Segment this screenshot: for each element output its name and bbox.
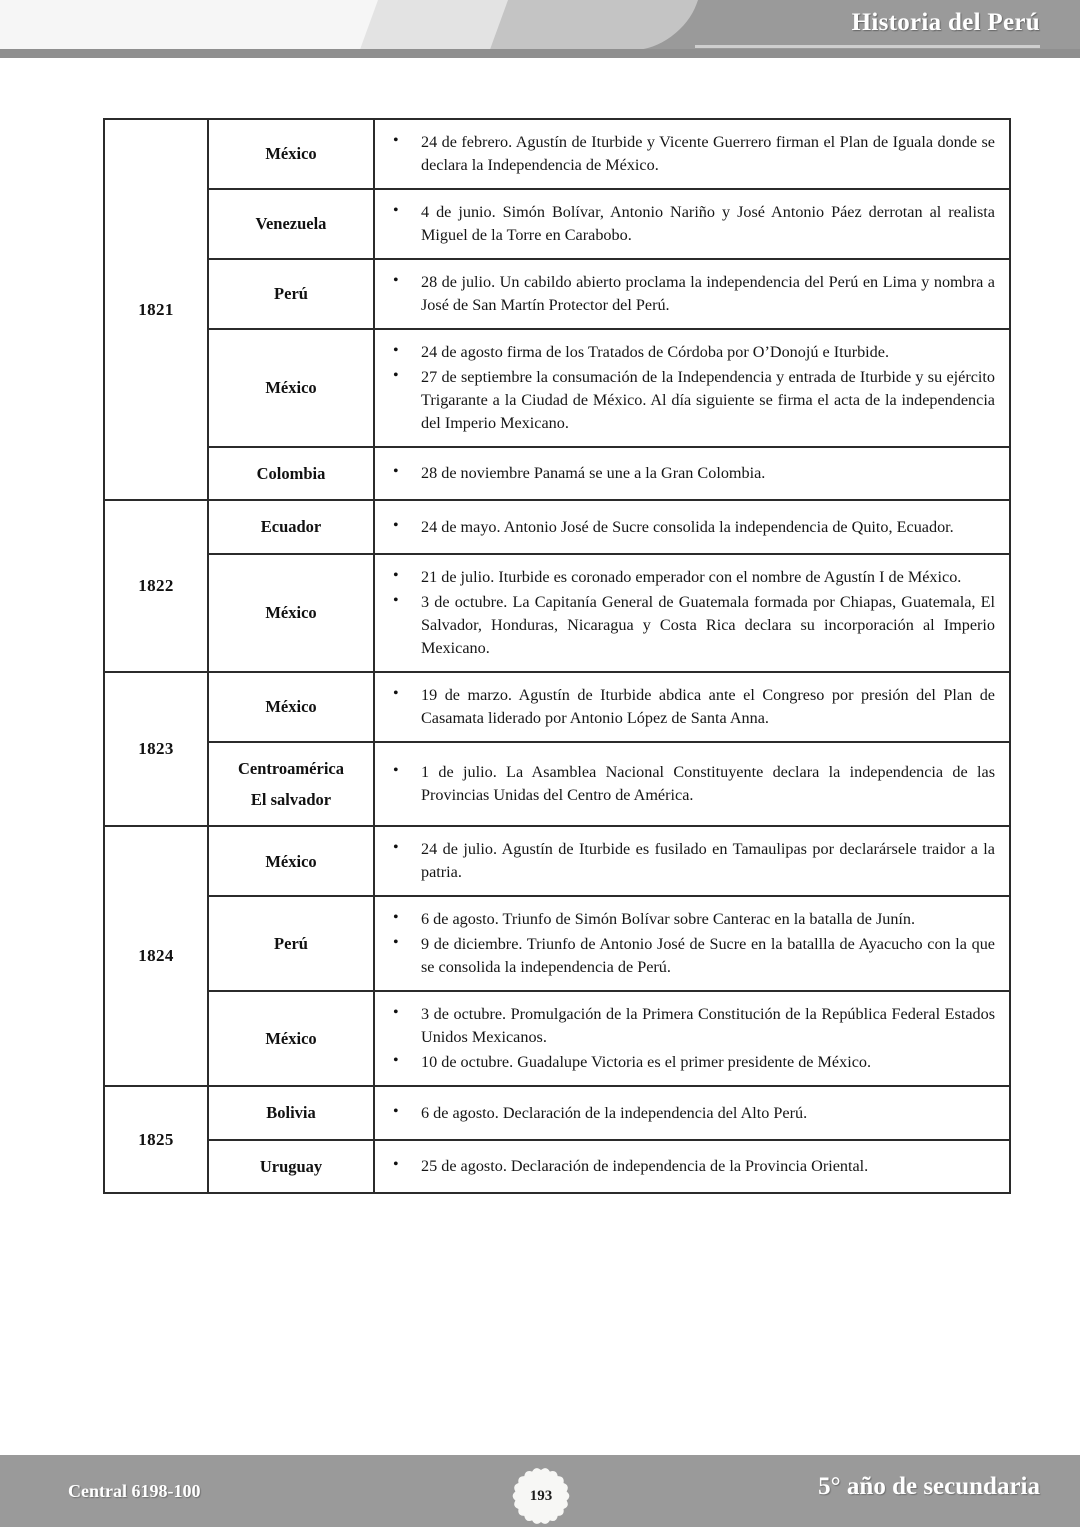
event-text: 24 de febrero. Agustín de Iturbide y Vicente Guerrero firman el Plan de Iguala donde se declara la Independencia de México. [421,133,995,174]
event-list-item [385,366,995,435]
event-list [385,838,995,884]
country-label: Uruguay [259,1156,323,1176]
year-cell: 1824 [104,826,208,1086]
event-list-item [385,1155,995,1178]
events-cell [374,119,1010,189]
header-underline-rule [695,45,1040,48]
independence-timeline-table [103,118,1011,1194]
bullet-icon: • [393,934,399,952]
country-label: México [265,1029,317,1049]
event-list-item [385,1003,995,1049]
bullet-icon: • [393,202,399,219]
event-list [385,566,995,660]
year-cell: 1821 [104,119,208,500]
country-cell [208,672,374,742]
event-text: 6 de agosto. Declaración de la independencia del Alto Perú. [421,1103,808,1122]
event-list [385,1003,995,1074]
event-list-item [385,761,995,807]
event-text: 27 de septiembre la consumación de la Independencia y entrada de Iturbide y su ejército Trigarante a la Ciudad de México. Al día siguiente se firma el acta de la independencia del Imperio Mexicano. [421,368,995,432]
event-list [385,761,995,807]
table-row [104,896,1010,991]
bullet-icon: • [393,516,399,534]
event-list-item [385,516,995,539]
event-list-item [385,1102,995,1125]
country-cell [208,500,374,553]
event-text: 19 de marzo. Agustín de Iturbide abdica ante el Congreso por presión del Plan de Casamata liderado por Antonio López de Santa Anna. [421,685,995,727]
event-list [385,131,995,177]
events-cell [374,1140,1010,1193]
country-label: México [265,851,317,871]
bullet-icon: • [393,839,399,857]
table-row [104,189,1010,259]
event-list-item [385,838,995,884]
event-text: 24 de agosto firma de los Tratados de Córdoba por O’Donojú e Iturbide. [421,343,890,361]
event-list [385,908,995,979]
country-label: México [265,378,317,398]
events-cell [374,554,1010,672]
event-list-item [385,908,995,931]
country-cell [208,896,374,991]
event-text: 10 de octubre. Guadalupe Victoria es el primer presidente de México. [421,1053,872,1072]
bullet-icon: • [393,1004,399,1022]
event-text: 25 de agosto. Declaración de independencia de la Provincia Oriental. [421,1156,869,1175]
event-text: 28 de julio. Un cabildo abierto proclama la independencia del Perú en Lima y nombra a José de San Martín Protector del Perú. [421,273,995,314]
table-row [104,259,1010,329]
bullet-icon: • [393,342,399,359]
country-cell [208,1086,374,1139]
country-label: Colombia [256,464,326,483]
events-cell [374,447,1010,500]
bullet-icon: • [393,1155,399,1173]
table-row [104,742,1010,827]
bullet-icon: • [393,566,399,584]
country-cell [208,554,374,672]
country-label: México [265,144,317,164]
event-list [385,516,995,539]
event-list [385,271,995,317]
bullet-icon: • [393,1102,399,1120]
event-text: 1 de julio. La Asamblea Nacional Constituyente declara la independencia de las Provincias Unidas del Centro de América. [421,763,995,805]
events-cell [374,672,1010,742]
table-row [104,329,1010,447]
page-footer [0,1455,1080,1527]
country-cell [208,991,374,1086]
events-cell [374,189,1010,259]
year-cell: 1823 [104,672,208,827]
table-row [104,447,1010,500]
bullet-icon: • [393,132,399,149]
table-row [104,1086,1010,1139]
event-list-item [385,341,995,364]
country-cell [208,329,374,447]
footer-grade-text: 5° año de secundaria [818,1473,1040,1500]
table-row [104,119,1010,189]
bullet-icon: • [393,591,399,609]
country-label: Centroamérica [238,758,344,778]
country-cell [208,447,374,500]
bullet-icon: • [393,463,399,481]
events-cell [374,826,1010,896]
table-row [104,554,1010,672]
event-text: 9 de diciembre. Triunfo de Antonio José de Sucre en la batallla de Ayacucho con la que se consolida la independencia de Perú. [421,935,995,977]
event-list-item [385,271,995,317]
event-text: 6 de agosto. Triunfo de Simón Bolívar sobre Canterac en la batalla de Junín. [421,910,916,929]
bullet-icon: • [393,909,399,927]
event-list [385,1102,995,1125]
event-list-item [385,1051,995,1074]
events-cell [374,991,1010,1086]
country-cell [208,1140,374,1193]
event-text: 21 de julio. Iturbide es coronado emperador con el nombre de Agustín I de México. [421,567,962,586]
country-label: México [265,697,317,717]
events-cell [374,259,1010,329]
bullet-icon: • [393,272,399,289]
events-cell [374,742,1010,827]
page-header [0,0,1080,58]
event-list [385,684,995,730]
country-cell [208,119,374,189]
country-cell [208,189,374,259]
events-cell [374,500,1010,553]
event-text: 3 de octubre. Promulgación de la Primera Constitución de la República Federal Estados Unidos Mexicanos. [421,1005,995,1047]
event-text: 24 de mayo. Antonio José de Sucre consolida la independencia de Quito, Ecuador. [421,517,954,536]
country-label: El salvador [250,790,332,810]
bullet-icon: • [393,367,399,384]
event-list-item [385,566,995,589]
country-label: México [265,603,317,623]
country-label: Ecuador [260,517,322,537]
event-list-item [385,201,995,247]
bullet-icon: • [393,1052,399,1070]
event-text: 3 de octubre. La Capitanía General de Guatemala formada por Chiapas, Guatemala, El Salvador, Honduras, Nicaragua y Costa Rica declara su incorporación al Imperio Mexicano. [421,592,995,657]
event-list-item [385,684,995,730]
country-label: Venezuela [255,214,327,234]
event-list [385,1155,995,1178]
footer-contact-text: Central 6198-100 [68,1481,201,1501]
country-cell [208,259,374,329]
header-bottom-shade [0,49,1080,58]
event-list [385,462,995,485]
table-row [104,1140,1010,1193]
year-cell: 1822 [104,500,208,671]
event-list [385,341,995,435]
events-cell [374,896,1010,991]
table-row [104,672,1010,742]
table-row [104,991,1010,1086]
event-text: 4 de junio. Simón Bolívar, Antonio Nariño y José Antonio Páez derrotan al realista Miguel de la Torre en Carabobo. [421,203,995,244]
table-row [104,826,1010,896]
table-row [104,500,1010,553]
country-label: Bolivia [266,1103,316,1123]
year-cell: 1825 [104,1086,208,1193]
country-label: Perú [274,934,308,954]
event-list-item [385,462,995,485]
event-list [385,201,995,247]
event-text: 28 de noviembre Panamá se une a la Gran Colombia. [421,464,766,483]
events-cell [374,1086,1010,1139]
page-number-label: 193 [529,1487,553,1504]
events-cell [374,329,1010,447]
bullet-icon: • [393,684,399,702]
event-list-item [385,131,995,177]
page-title: Historia del Perú [851,9,1040,36]
event-list-item [385,933,995,979]
country-cell [208,826,374,896]
bullet-icon: • [393,762,399,780]
timeline-table-wrapper [103,118,1011,1194]
event-list-item [385,591,995,660]
header-band-mid-gray [490,0,700,50]
country-cell [208,742,374,827]
country-label: Perú [274,284,308,304]
event-text: 24 de julio. Agustín de Iturbide es fusilado en Tamaulipas por declarársele traidor a la patria. [421,840,995,882]
page-number-badge [508,1463,574,1529]
